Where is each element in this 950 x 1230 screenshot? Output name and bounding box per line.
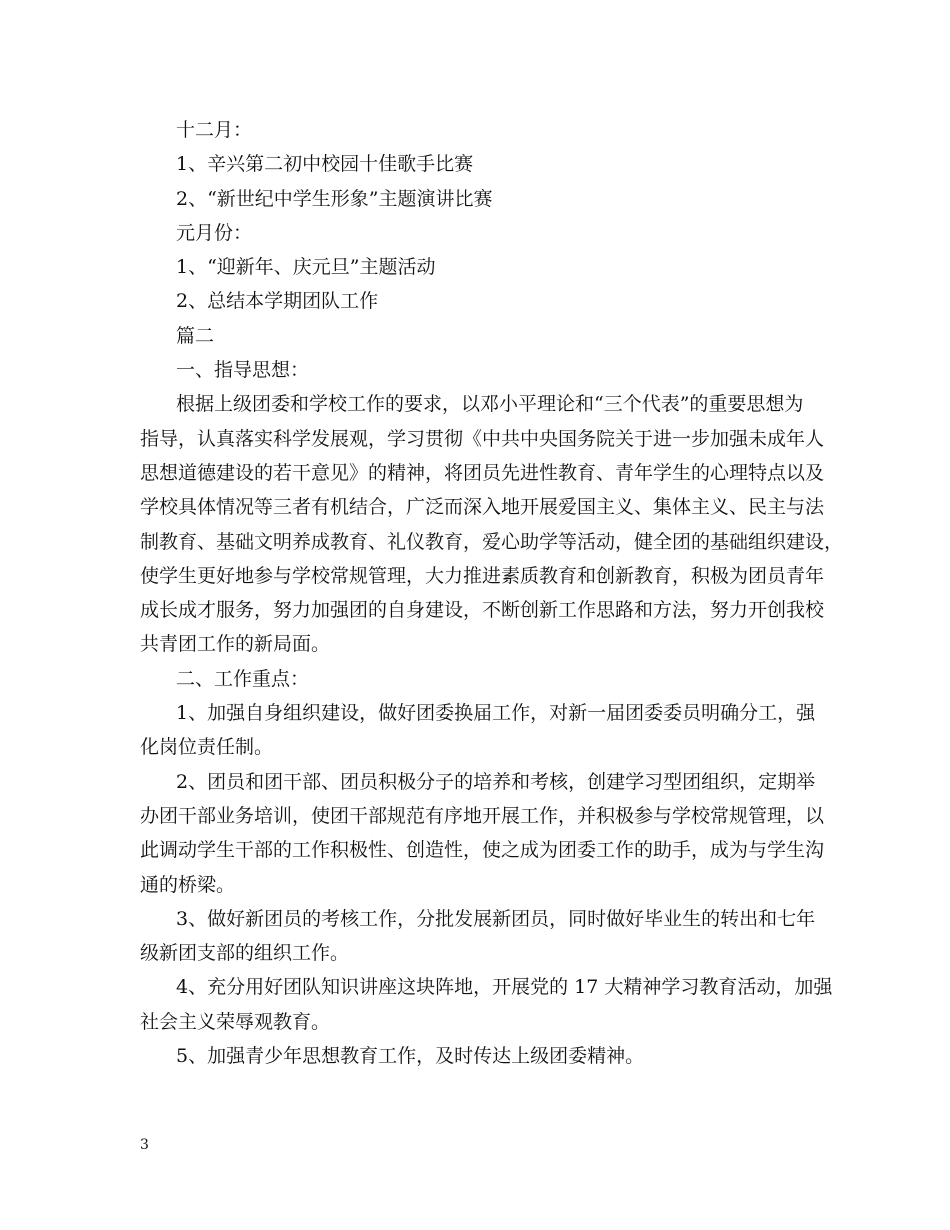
paragraph-line: 思想道德建设的若干意见》的精神，将团员先进性教育、青年学生的心理特点以及 [140, 461, 825, 484]
list-item: 1、辛兴第二初中校园十佳歌手比赛 [176, 153, 474, 176]
paragraph-line: 制教育、基础文明养成教育、礼仪教育，爱心助学等活动，健全团的基础组织建设， [140, 530, 844, 553]
paragraph-line: 学校具体情况等三者有机结合，广泛而深入地开展爱国主义、集体主义、民主与法 [140, 496, 825, 519]
paragraph-line: 此调动学生干部的工作积极性、创造性，使之成为团委工作的助手，成为与学生沟 [140, 839, 825, 862]
list-item: 2、“新世纪中学生形象”主题演讲比赛 [176, 187, 493, 210]
work-item-3 [140, 902, 815, 971]
work-item-4 [140, 970, 833, 1039]
page-number: 3 [140, 1137, 149, 1153]
list-item: 2、总结本学期团队工作 [176, 290, 379, 313]
paragraph-line: 1、加强自身组织建设，做好团委换届工作，对新一届团委委员明确分工，强 [176, 702, 816, 725]
paragraph-line: 3、做好新团员的考核工作，分批发展新团员，同时做好毕业生的转出和七年 [176, 907, 816, 930]
paragraph-guiding-thought [140, 387, 844, 661]
paragraph-line: 级新团支部的组织工作。 [140, 942, 350, 965]
paragraph-line: 4、充分用好团队知识讲座这块阵地，开展党的 17 大精神学习教育活动，加强 [176, 976, 833, 999]
month-heading-december: 十二月： [176, 119, 253, 141]
paragraph-line: 化岗位责任制。 [140, 736, 274, 759]
month-heading-january: 元月份： [176, 221, 253, 244]
work-item-2 [140, 765, 825, 902]
paragraph-line: 社会主义荣辱观教育。 [140, 1010, 331, 1033]
list-item: 1、“迎新年、庆元旦”主题活动 [176, 256, 436, 279]
work-item-5: 5、加强青少年思想教育工作，及时传达上级团委精神。 [176, 1045, 645, 1068]
section-heading-guiding-thought: 一、指导思想： [176, 359, 310, 382]
section-heading-part-two: 篇二 [176, 324, 215, 347]
paragraph-line: 通的桥梁。 [140, 873, 236, 896]
paragraph-line: 使学生更好地参与学校常规管理，大力推进素质教育和创新教育，积极为团员青年 [140, 564, 825, 587]
paragraph-line: 2、团员和团干部、团员积极分子的培养和考核，创建学习型团组织，定期举 [176, 770, 816, 793]
paragraph-line: 根据上级团委和学校工作的要求，以邓小平理论和“三个代表”的重要思想为 [176, 393, 804, 416]
section-heading-work-focus: 二、工作重点： [176, 667, 310, 690]
paragraph-line: 指导，认真落实科学发展观，学习贯彻《中共中央国务院关于进一步加强未成年人 [140, 427, 825, 450]
paragraph-line: 成长成才服务，努力加强团的自身建设，不断创新工作思路和方法，努力开创我校 [140, 599, 825, 622]
work-item-1 [140, 696, 815, 765]
paragraph-line: 办团干部业务培训，使团干部规范有序地开展工作，并积极参与学校常规管理，以 [140, 804, 825, 827]
document-body [140, 113, 844, 1073]
paragraph-line: 共青团工作的新局面。 [140, 633, 331, 656]
